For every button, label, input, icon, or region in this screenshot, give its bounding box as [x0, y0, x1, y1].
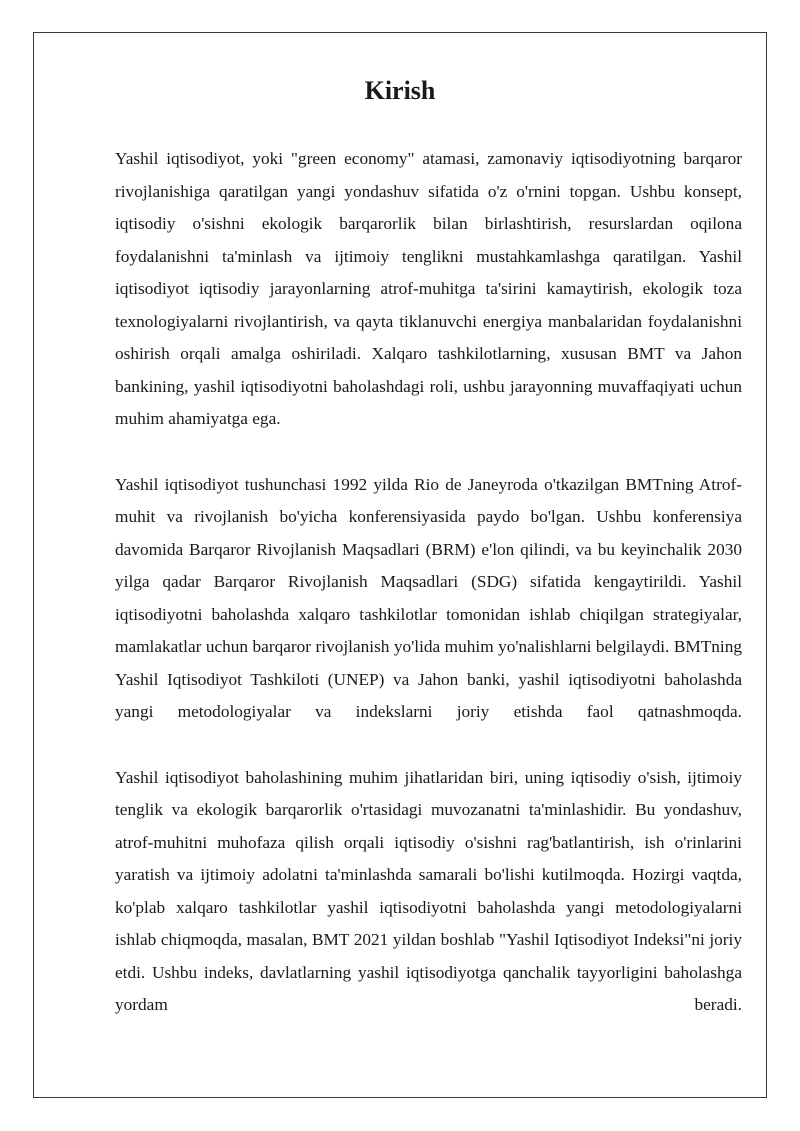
document-body	[115, 143, 742, 1055]
paragraph-2: Yashil iqtisodiyot tushunchasi 1992 yilda Rio de Janeyroda o'tkazilgan BMTning Atrof-muhit va rivojlanish bo'yicha konferensiyasida paydo bo'lgan. Ushbu konferensiya davomida Barqaror Rivojlanish Maqsadlari (BRM) e'lon qilindi, va bu keyinchalik 2030 yilga qadar Barqaror Rivojlanish Maqsadlari (SDG) sifatida kengaytirildi. Yashil iqtisodiyotni baholashda xalqaro tashkilotlar tomonidan ishlab chiqilgan strategiyalar, mamlakatlar uchun barqaror rivojlanish yo'lida muhim yo'nalishlarni belgilaydi. BMTning Yashil Iqtisodiyot Tashkiloti (UNEP) va Jahon banki, yashil iqtisodiyotni baholashda yangi metodologiyalar va indekslarni joriy etishda faol qatnashmoqda.	[115, 474, 742, 721]
paragraph-1: Yashil iqtisodiyot, yoki "green economy" atamasi, zamonaviy iqtisodiyotning barqaror rivojlanishiga qaratilgan yangi yondashuv sifatida o'z o'rnini topgan. Ushbu konsept, iqtisodiy o'sishni ekologik barqarorlik bilan birlashtirish, resurslardan oqilona foydalanishni ta'minlash va ijtimoiy tenglikni mustahkamlashga qaratilgan. Yashil iqtisodiyot iqtisodiy jarayonlarning atrof-muhitga ta'sirini kamaytirish, ekologik toza texnologiyalarni rivojlantirish, va qayta tiklanuvchi energiya manbalaridan foydalanishni oshirish orqali amalga oshiriladi. Xalqaro tashkilotlarning, xususan BMT va Jahon bankining, yashil iqtisodiyotni baholashdagi roli, ushbu jarayonning muvaffaqiyati uchun muhim ahamiyatga ega.	[115, 149, 742, 428]
paragraph-3: Yashil iqtisodiyot baholashining muhim jihatlaridan biri, uning iqtisodiy o'sish, ijtimoiy tenglik va ekologik barqarorlik o'rtasidagi muvozanatni ta'minlashidir. Bu yondashuv, atrof-muhitni muhofaza qilish orqali iqtisodiy o'sishni rag'batlantirish, ish o'rinlarini yaratish va ijtimoiy adolatni ta'minlashda samarali bo'lishi kutilmoqda. Hozirgi vaqtda, ko'plab xalqaro tashkilotlar yashil iqtisodiyotni baholashda yangi metodologiyalarni ishlab chiqmoqda, masalan, BMT 2021 yildan boshlab "Yashil Iqtisodiyot Indeksi"ni joriy etdi. Ushbu indeks, davlatlarning yashil iqtisodiyotga qanchalik tayyorligini baholashga yordam beradi.	[115, 767, 742, 1014]
page-title: Kirish	[364, 76, 436, 105]
